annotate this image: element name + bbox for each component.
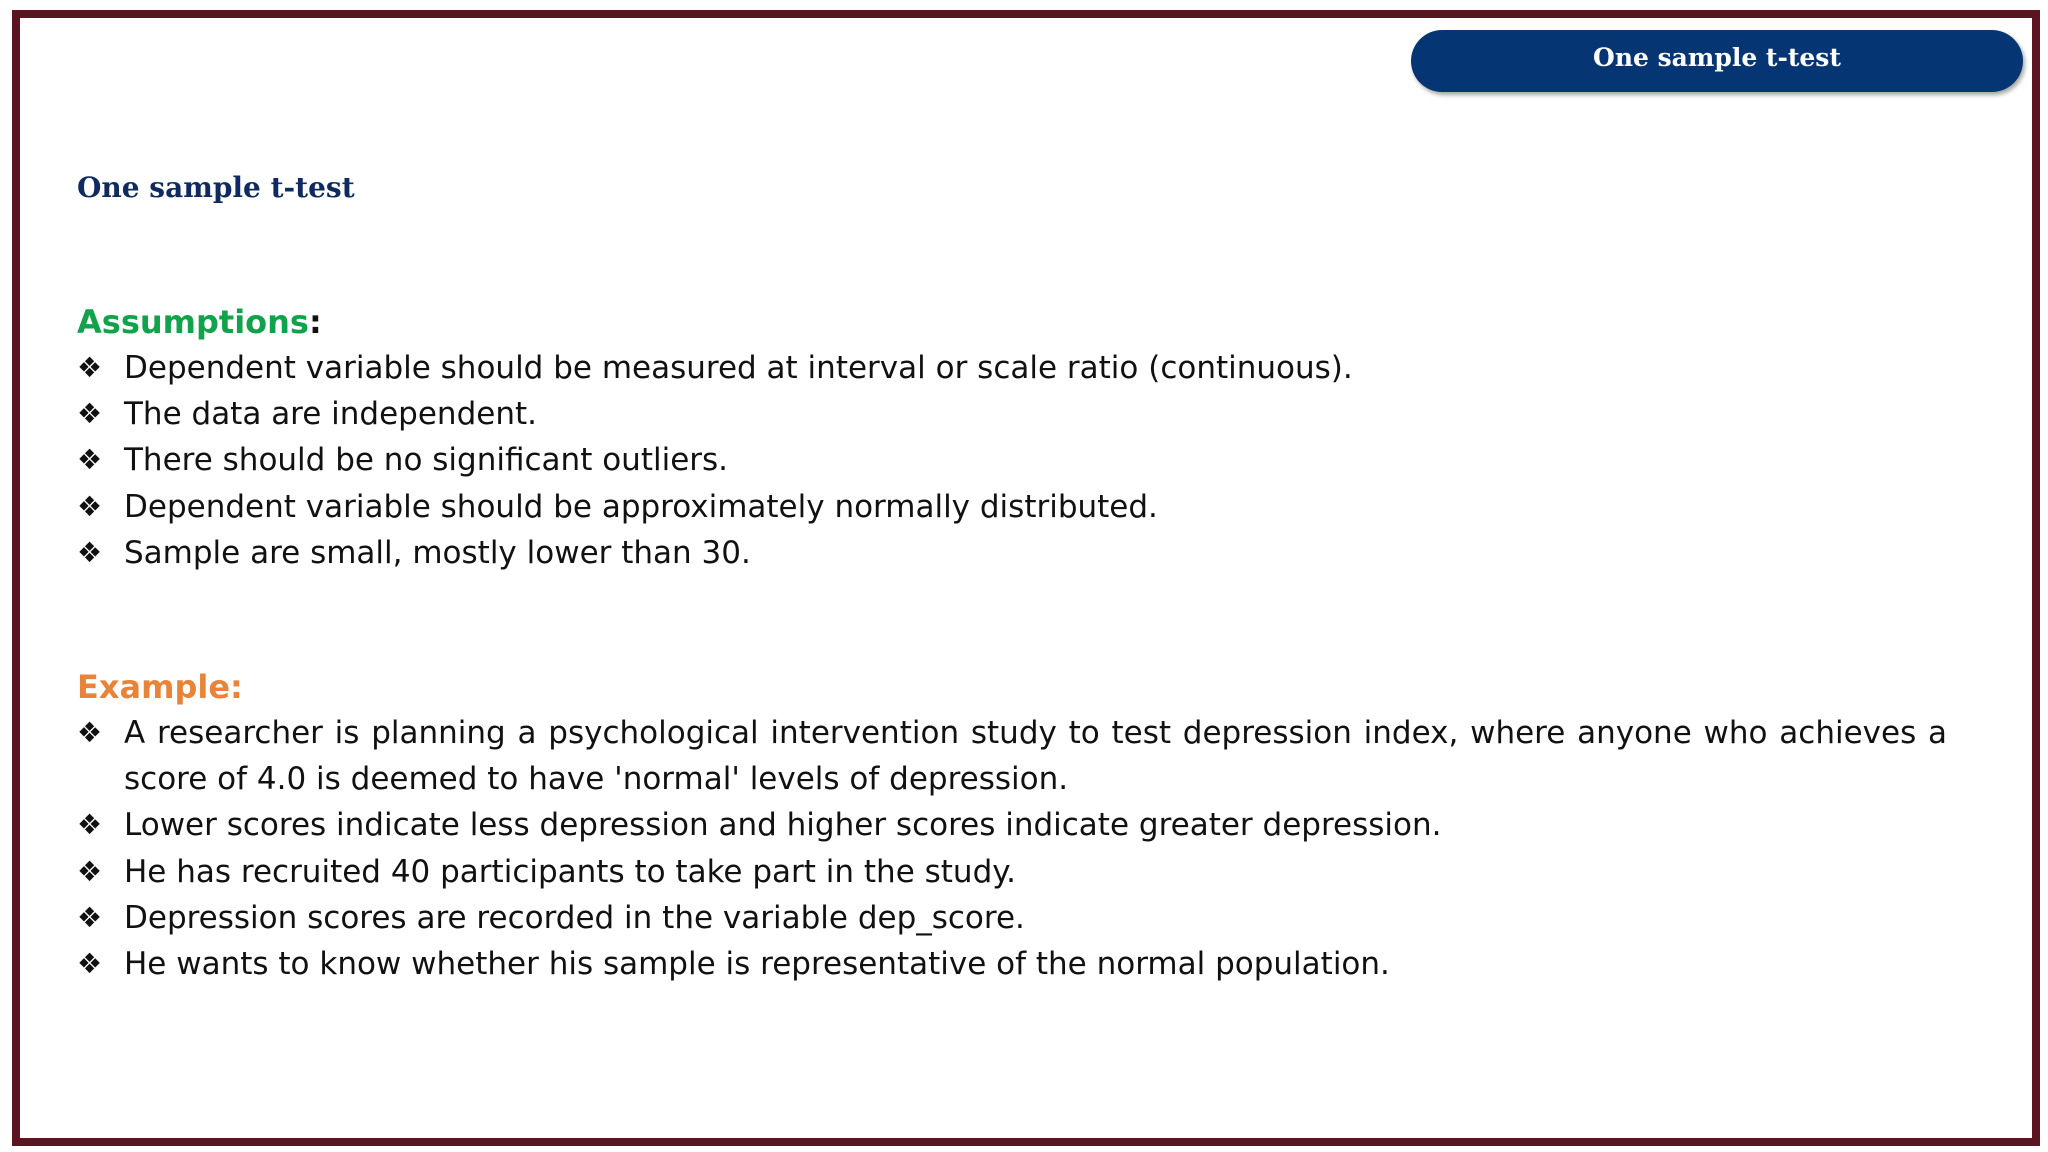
example-section [77, 664, 1957, 987]
list-item [77, 391, 1957, 437]
page-title: One sample t-test [77, 171, 355, 204]
diamond-bullet-icon: ❖ [77, 443, 103, 477]
list-item [77, 437, 1957, 483]
list-item [77, 710, 1957, 802]
example-list [77, 710, 1957, 987]
list-item-text: He has recruited 40 participants to take part in the study. [124, 853, 1017, 890]
example-heading: Example: [77, 668, 243, 706]
diamond-bullet-icon: ❖ [77, 716, 103, 749]
list-item [77, 849, 1957, 895]
assumptions-heading-text: Assumptions [77, 303, 309, 341]
list-item [77, 941, 1957, 987]
list-item-text: A researcher is planning a psychological intervention study to test depression index, where anyone who achieves a score of 4.0 is deemed to have 'normal' levels of depression. [124, 715, 1947, 798]
list-item-text: There should be no significant outliers. [124, 442, 729, 479]
list-item-text: Dependent variable should be approximately normally distributed. [124, 488, 1158, 525]
header-pill: One sample t-test [1411, 30, 2023, 92]
diamond-bullet-icon: ❖ [77, 397, 103, 431]
assumptions-section [77, 299, 1957, 576]
list-item [77, 802, 1957, 848]
list-item-text: Dependent variable should be measured at interval or scale ratio (continuous). [124, 350, 1353, 386]
diamond-bullet-icon: ❖ [77, 489, 103, 523]
list-item-text: He wants to know whether his sample is representative of the normal population. [124, 946, 1390, 983]
diamond-bullet-icon: ❖ [77, 854, 103, 888]
list-item-text: Sample are small, mostly lower than 30. [124, 534, 751, 571]
diamond-bullet-icon: ❖ [77, 900, 103, 934]
assumptions-heading [77, 299, 1957, 345]
assumptions-heading-colon: : [308, 303, 322, 341]
list-item [77, 895, 1957, 941]
list-item [77, 530, 1957, 576]
list-item-text: Lower scores indicate less depression and higher scores indicate greater depression. [124, 807, 1442, 844]
assumptions-list [77, 345, 1957, 576]
list-item-text: The data are independent. [124, 396, 537, 433]
diamond-bullet-icon: ❖ [77, 808, 103, 842]
list-item-text: Depression scores are recorded in the variable dep_score. [124, 899, 1025, 936]
diamond-bullet-icon: ❖ [77, 351, 103, 384]
list-item [77, 484, 1957, 530]
diamond-bullet-icon: ❖ [77, 947, 103, 981]
list-item [77, 345, 1957, 391]
diamond-bullet-icon: ❖ [77, 535, 103, 569]
